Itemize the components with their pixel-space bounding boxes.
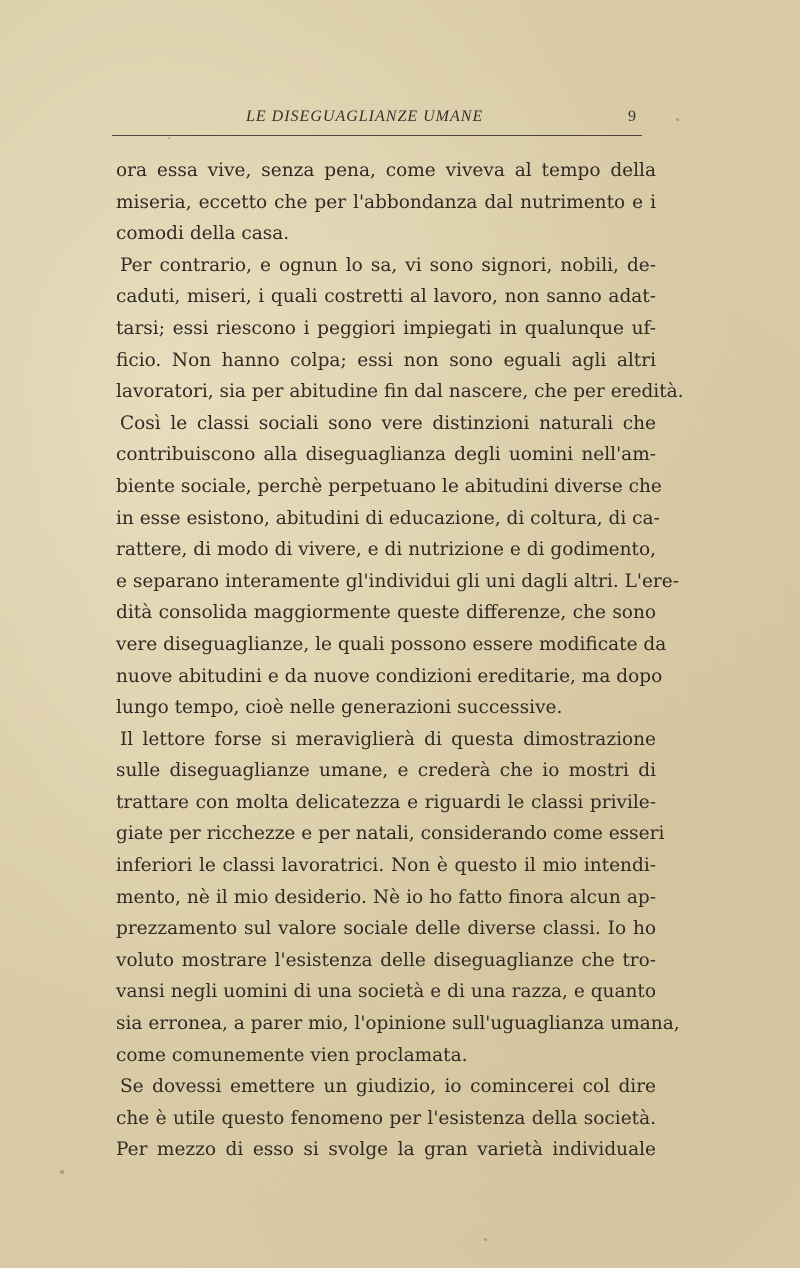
text-line: ficio. Non hanno colpa; essi non sono eguali agli altri xyxy=(116,349,656,371)
paper-speck xyxy=(168,137,170,139)
text-line: in esse esistono, abitudini di educazione, di coltura, di ca- xyxy=(116,507,660,529)
text-line: mento, nè il mio desiderio. Nè io ho fatto finora alcun ap- xyxy=(116,886,656,908)
page-number: 9 xyxy=(628,108,636,125)
text-line: caduti, miseri, i quali costretti al lavoro, non sanno adat- xyxy=(116,286,656,308)
text-line: Il lettore forse si meraviglierà di questa dimostrazione xyxy=(120,728,656,750)
text-line: Per mezzo di esso si svolge la gran varietà individuale xyxy=(116,1139,656,1161)
text-line: nuove abitudini e da nuove condizioni ereditarie, ma dopo xyxy=(116,665,663,687)
text-line: che è utile questo fenomeno per l'esistenza della società. xyxy=(116,1107,656,1129)
paper-speck xyxy=(60,1170,64,1174)
text-line: trattare con molta delicatezza e riguardi le classi privile- xyxy=(116,791,656,813)
running-head-title: LE DISEGUAGLIANZE UMANE xyxy=(246,108,484,125)
text-line: prezzamento sul valore sociale delle diverse classi. Io ho xyxy=(116,918,656,940)
text-line: voluto mostrare l'esistenza delle diseguaglianze che tro- xyxy=(116,949,656,971)
text-line: rattere, di modo di vivere, e di nutrizione e di godimento, xyxy=(116,539,656,561)
text-line: come comunemente vien proclamata. xyxy=(116,1044,468,1066)
text-line: lungo tempo, cioè nelle generazioni successive. xyxy=(116,697,563,719)
text-line: contribuiscono alla diseguaglianza degli uomini nell'am- xyxy=(116,444,656,466)
text-line: inferiori le classi lavoratrici. Non è questo il mio intendi- xyxy=(116,855,656,877)
header-rule xyxy=(112,135,642,136)
text-line: lavoratori, sia per abitudine fin dal nascere, che per eredità. xyxy=(116,381,684,403)
text-line: ora essa vive, senza pena, come viveva al tempo della xyxy=(116,160,656,181)
text-line: giate per ricchezze e per natali, considerando come esseri xyxy=(116,823,665,845)
text-line: dità consolida maggiormente queste differenze, che sono xyxy=(116,602,656,624)
text-line: sulle diseguaglianze umane, e crederà che io mostri di xyxy=(116,760,656,782)
text-line: Se dovessi emettere un giudizio, io comincerei col dire xyxy=(120,1076,656,1098)
paper-speck xyxy=(676,118,679,121)
text-line: biente sociale, perchè perpetuano le abitudini diverse che xyxy=(116,475,662,497)
text-line: sia erronea, a parer mio, l'opinione sull'uguaglianza umana, xyxy=(116,1013,680,1035)
text-line: miseria, eccetto che per l'abbondanza dal nutrimento e i xyxy=(116,191,656,213)
text-line: Così le classi sociali sono vere distinzioni naturali che xyxy=(120,412,656,434)
text-line: vansi negli uomini di una società e di una razza, e quanto xyxy=(116,981,656,1003)
text-line: e separano interamente gl'individui gli uni dagli altri. L'ere- xyxy=(116,570,679,592)
text-line: comodi della casa. xyxy=(116,223,290,245)
running-head xyxy=(112,108,642,134)
body-text xyxy=(116,155,684,1166)
paper-speck xyxy=(484,1238,487,1241)
text-line: vere diseguaglianze, le quali possono essere modificate da xyxy=(116,633,667,655)
text-line: tarsi; essi riescono i peggiori impiegati in qualunque uf- xyxy=(116,317,656,339)
text-line: Per contrario, e ognun lo sa, vi sono signori, nobili, de- xyxy=(120,254,656,276)
